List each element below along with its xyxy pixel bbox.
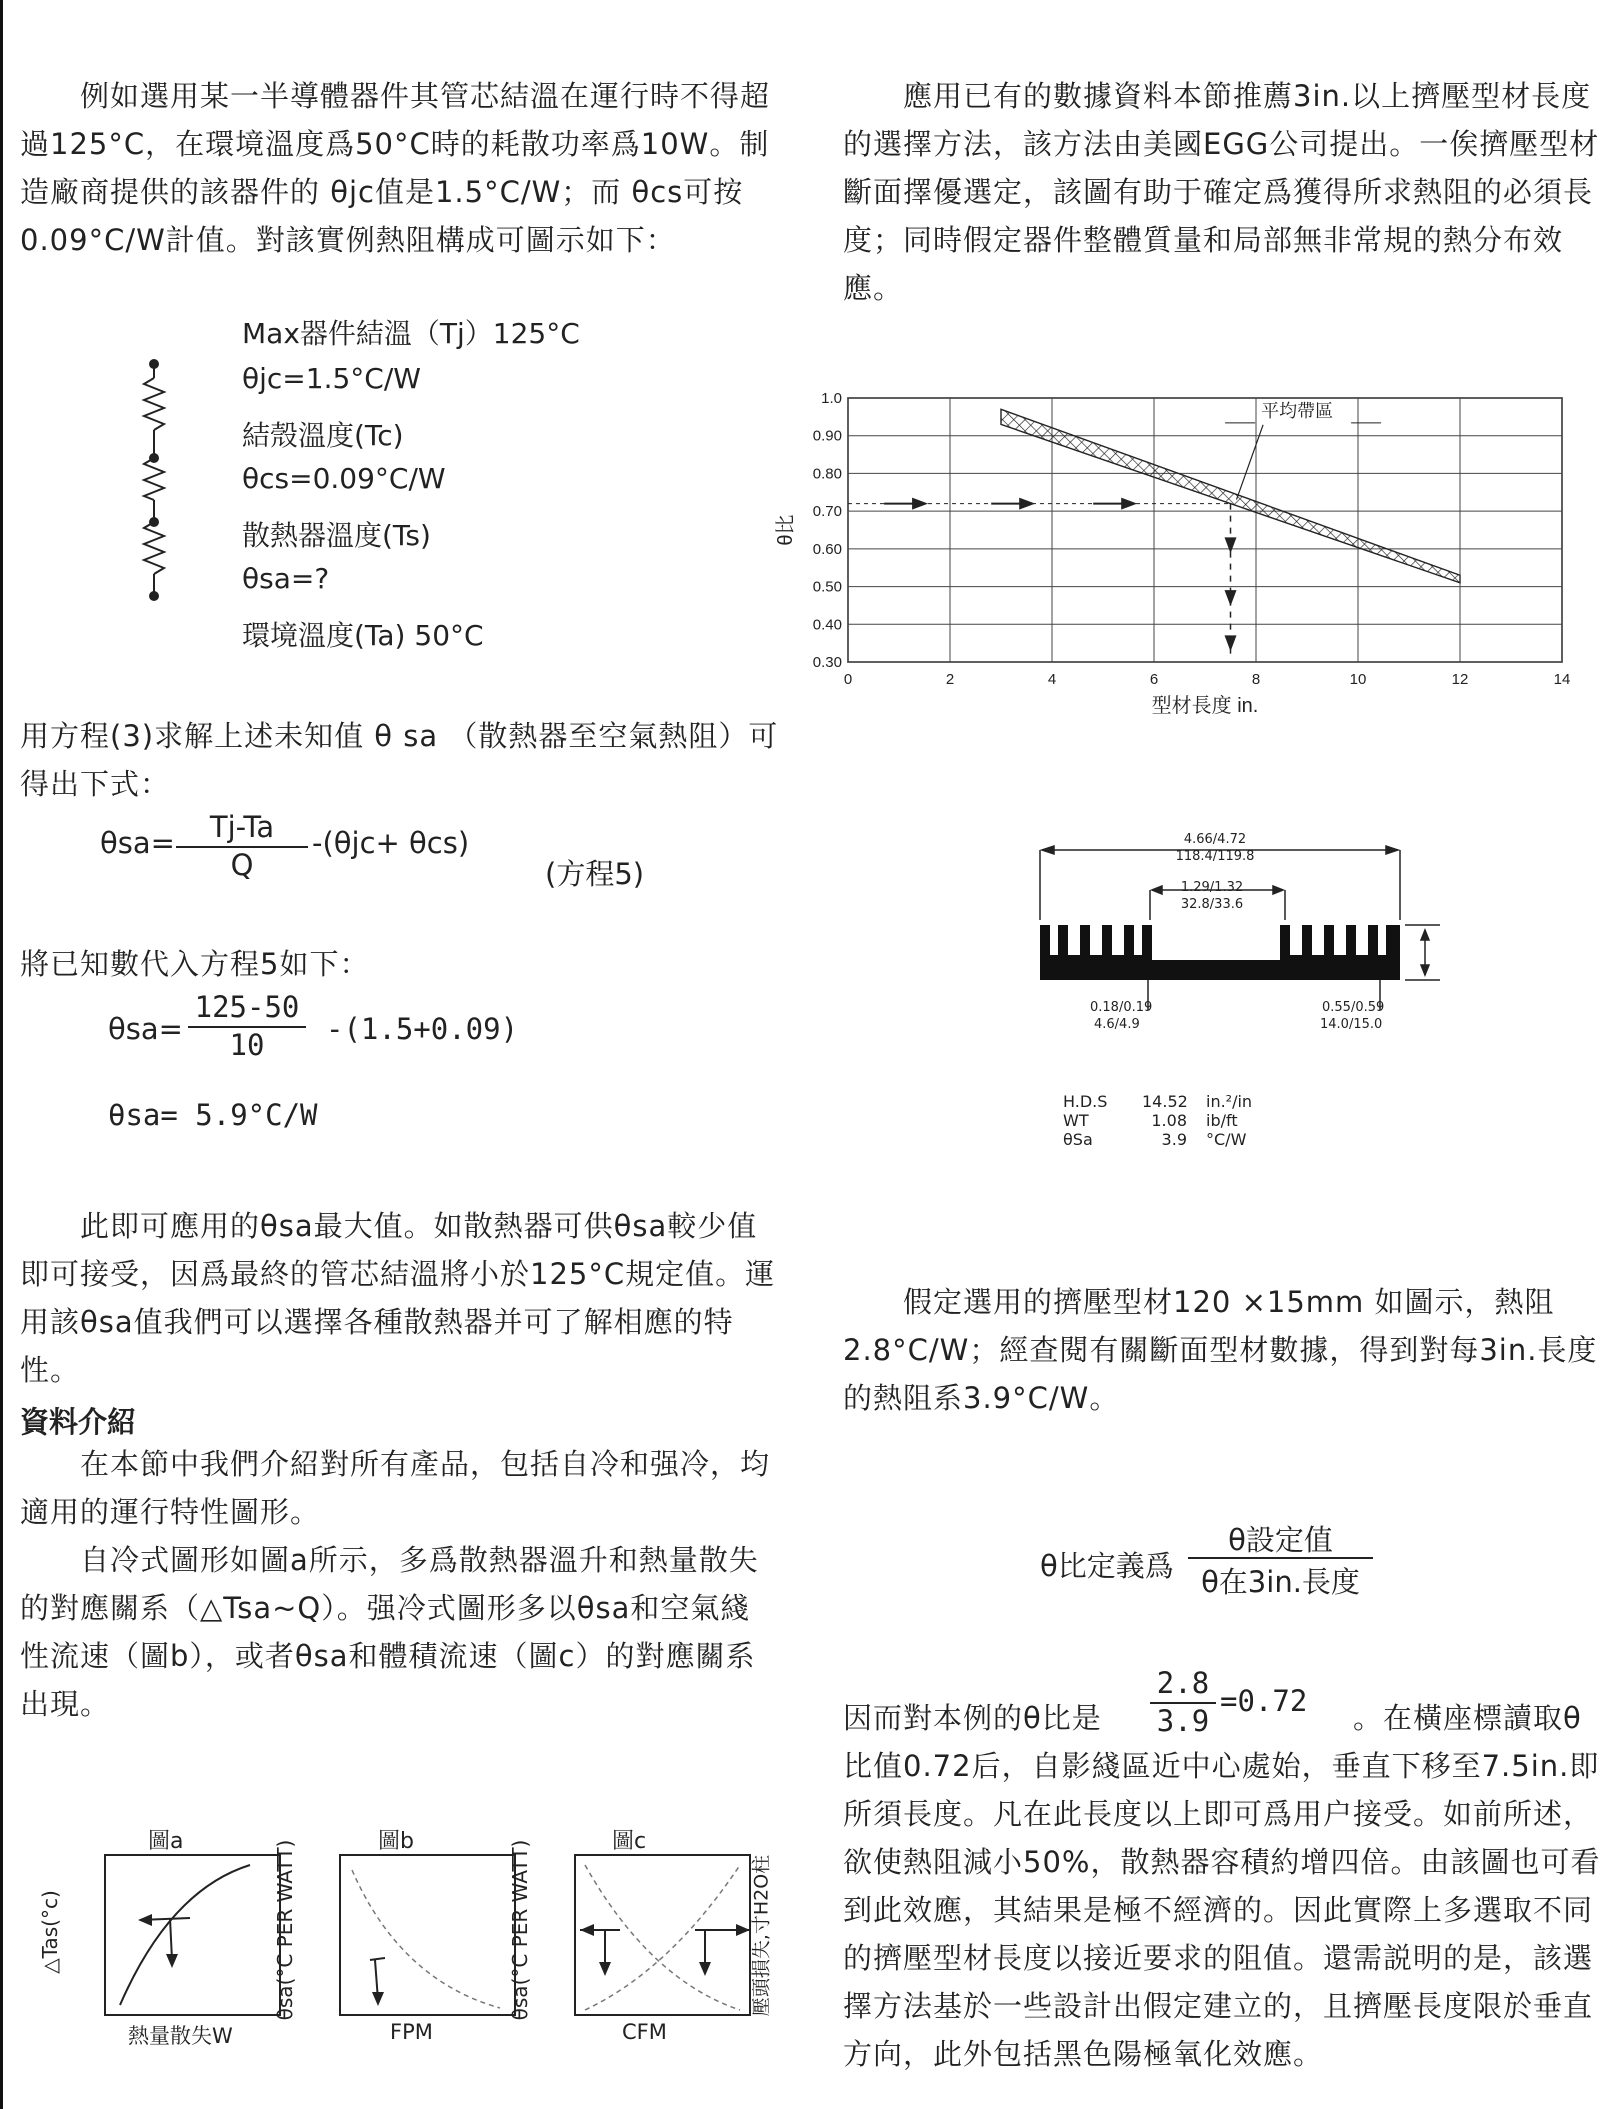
fig-c-xlabel: CFM — [622, 2020, 667, 2044]
ratio-numerator: 2.8 — [1156, 1666, 1210, 1700]
chart-length-arrowhead — [1225, 537, 1237, 553]
chart-frame — [848, 398, 1562, 662]
fig-b-title: 圖b — [378, 1829, 414, 1854]
chart-x-tick-label: 0 — [843, 671, 853, 688]
eq5-denominator: Q — [230, 848, 254, 882]
chart-y-tick-label: 1.0 — [821, 390, 842, 407]
fig-a-curve — [120, 1865, 250, 2005]
profile-gap-mm: 32.8/33.6 — [1180, 897, 1244, 912]
chart-x-tick-label: 12 — [1451, 671, 1469, 688]
left-paragraph-2: 用方程(3)求解上述未知值 θ sa （散熱器至空氣熱阻）可得出下式： — [20, 719, 779, 801]
thermal-resistor-ladder — [130, 350, 190, 610]
chart-length-arrowhead — [1225, 590, 1237, 606]
eq6-numerator: 125-50 — [194, 990, 300, 1024]
heatsink-profile-shape — [1040, 925, 1400, 980]
chart-x-tick-label: 8 — [1251, 671, 1261, 688]
chart-x-tick-label: 4 — [1047, 671, 1057, 688]
left-paragraph-4: 此即可應用的θsa最大值。如散熱器可供θsa較少值即可接受，因爲最終的管芯結溫將小於125°C規定值。運用該θsa值我們可以選擇各種散熱器并可了解相應的特性。 — [20, 1209, 776, 1387]
chart-x-tick-label: 14 — [1553, 671, 1571, 688]
eq5-lhs: θsa= — [100, 826, 175, 860]
profile-base-in: 0.55/0.59 — [1322, 1000, 1385, 1015]
fig-c-right-label: 壓頭損失,寸H2O柱 — [750, 1854, 773, 2017]
fig-b-xlabel: FPM — [390, 2020, 433, 2044]
chart-x-tick-label: 6 — [1149, 671, 1159, 688]
profile-base-mm: 14.0/15.0 — [1320, 1017, 1383, 1032]
eq6-denominator: 10 — [229, 1028, 265, 1062]
ratio-result: =0.72 — [1220, 1684, 1308, 1718]
theta-ratio-chart — [770, 380, 1600, 740]
profile-spec-values: 14.52 1.08 3.9 — [1142, 1092, 1188, 1149]
fig-c-title: 圖c — [612, 1829, 647, 1854]
chart-x-axis-label: 型材長度 in. — [1151, 695, 1259, 717]
ladder-label-sink: 散熱器溫度(Ts) — [242, 519, 431, 552]
profile-spec-units: in.²/in ib/ft °C/W — [1206, 1092, 1253, 1149]
fig-a-ylabel: △Tas(°c) — [38, 1890, 62, 1974]
profile-fin-mm: 4.6/4.9 — [1094, 1017, 1140, 1032]
left-paragraph-5: 在本節中我們介紹對所有產品，包括自冷和强冷，均適用的運行特性圖形。 — [20, 1447, 771, 1529]
right-paragraph-2: 假定選用的擠壓型材120 ×15mm 如圖示，熱阻2.8°C/W；經查閱有關斷面型材數據，得到對每3in.長度的熱阻系3.9°C/W。 — [843, 1285, 1598, 1415]
ladder-label-theta-sa: θsa=? — [242, 562, 330, 595]
chart-x-tick-label: 10 — [1349, 671, 1367, 688]
eq5-tag: (方程5) — [545, 857, 645, 891]
ladder-label-junction: Max器件結溫（Tj）125°C — [242, 317, 580, 350]
eq6-lhs: θsa= — [108, 1012, 183, 1046]
chart-y-tick-label: 0.30 — [812, 654, 842, 671]
ladder-label-case: 結殼溫度(Tc) — [242, 419, 404, 452]
section-heading: 資料介紹 — [20, 1405, 137, 1439]
page-edge-line — [0, 0, 3, 2109]
ratio-denominator: 3.9 — [1156, 1704, 1210, 1738]
left-paragraph-3: 將已知數代入方程5如下： — [20, 947, 370, 981]
profile-gap-in: 1.29/1.32 — [1180, 880, 1244, 895]
chart-annotation: 平均帶區 — [1261, 400, 1334, 421]
eq6-rest: -(1.5+0.09) — [326, 1012, 519, 1046]
profile-fin-in: 0.18/0.19 — [1090, 1000, 1153, 1015]
chart-x-tick-label: 2 — [945, 671, 955, 688]
profile-spec-keys: H.D.S WT θSa — [1063, 1092, 1108, 1149]
eq5-numerator: Tj-Ta — [209, 810, 275, 844]
ladder-label-theta-cs: θcs=0.09°C/W — [242, 462, 446, 495]
ladder-label-ambient: 環境溫度(Ta) 50°C — [242, 619, 484, 652]
profile-width-in: 4.66/4.72 — [1183, 832, 1247, 847]
left-paragraph-6: 自冷式圖形如圖a所示，多爲散熱器溫升和熱量散失的對應關系（△Tsa~Q）。强冷式圖形多以θsa和空氣綫性流速（圖b），或者θsa和體積流速（圖c）的對應關系出現。 — [20, 1543, 759, 1721]
fig-a-xlabel: 熱量散失W — [128, 2024, 233, 2048]
fig-a-title: 圖a — [148, 1829, 184, 1854]
chart-y-tick-label: 0.70 — [812, 503, 842, 521]
chart-y-tick-label: 0.60 — [812, 540, 842, 558]
ratio-intro: 因而對本例的θ比是 — [843, 1701, 1102, 1735]
def-fraction-bar — [1188, 1557, 1373, 1559]
profile-width-mm: 118.4/119.8 — [1175, 849, 1255, 864]
chart-y-tick-label: 0.80 — [812, 465, 842, 483]
chart-y-axis-label: θ比 — [775, 514, 797, 546]
chart-y-tick-label: 0.50 — [812, 578, 842, 596]
right-paragraph-1: 應用已有的數據資料本節推薦3in.以上擠壓型材長度的選擇方法，該方法由美國EGG公司提出。一俟擠壓型材斷面擇優選定，該圖有助于確定爲獲得所求熱阻的必須長度；同時假定器件整體質量和局部無非常規的熱分布效應。 — [843, 79, 1600, 305]
def-numerator: θ設定值 — [1228, 1523, 1333, 1557]
chart-y-tick-label: 0.40 — [812, 616, 842, 634]
left-paragraph-1: 例如選用某一半導體器件其管芯結溫在運行時不得超過125°C，在環境溫度爲50°C時的耗散功率爲10W。制造廠商提供的該器件的 θjc值是1.5°C/W；而 θcs可按0.09°C/W計值。對該實例熱阻構成可圖示如下： — [20, 79, 771, 257]
chart-length-arrowhead — [1225, 635, 1237, 651]
fig-b-curve — [352, 1870, 500, 2008]
def-lhs: θ比定義爲 — [1040, 1549, 1174, 1583]
ladder-label-theta-jc: θjc=1.5°C/W — [242, 362, 421, 395]
fig-c-ylabel: θsa(°C PER WATT) — [508, 1839, 532, 2021]
def-denominator: θ在3in.長度 — [1201, 1565, 1360, 1599]
chart-y-tick-label: 0.90 — [812, 427, 842, 445]
eq7-result: θsa= 5.9°C/W — [108, 1098, 318, 1132]
eq5-rest: -(θjc+ θcs) — [312, 826, 470, 860]
right-paragraph-3: 。在橫座標讀取θ比值0.72后，自影綫區近中心處始，垂直下移至7.5in.即所須長度。凡在此長度以上即可爲用户接受。如前所述，欲使熱阻減小50%，散熱器容積約增四倍。由該圖也可看到此效應，其結果是極不經濟的。因此實際上多選取不同的擠壓型材長度以接近要求的阻值。還需説明的是，該選擇方法基於一些設計出假定建立的，且擠壓長度限於垂直方向，此外包括黑色陽極氧化效應。 — [843, 1701, 1601, 2071]
fig-b-ylabel: θsa(°C PER WATT) — [273, 1839, 297, 2021]
